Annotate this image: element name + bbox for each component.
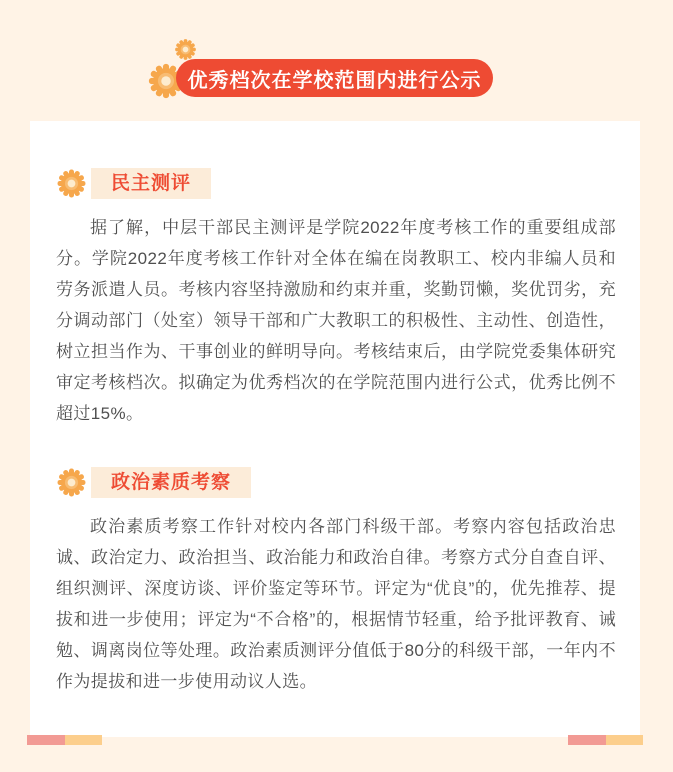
section-header [56, 168, 616, 199]
bar-segment-orange [606, 735, 643, 745]
gear-icon [56, 467, 87, 498]
content-card [30, 121, 640, 737]
banner-pill [176, 59, 493, 97]
section-badge: 民主测评 [91, 168, 211, 199]
gear-icon [56, 168, 87, 199]
section-badge: 政治素质考察 [91, 467, 251, 498]
section-header [56, 467, 616, 498]
section-paragraph: 据了解，中层干部民主测评是学院2022年度考核工作的重要组成部分。学院2022年度考核工作针对全体在编在岗教职工、校内非编人员和劳务派遣人员。考核内容坚持激励和约束并重，奖勤罚懒，奖优罚劣，充分调动部门（处室）领导干部和广大教职工的积极性、主动性、创造性，树立担当作为、干事创业的鲜明导向。考核结束后，由学院党委集体研究审定考核档次。拟确定为优秀档次的在学院范围内进行公式，优秀比例不超过15%。 [56, 218, 616, 423]
section-political-quality [56, 467, 616, 697]
corner-bar-right [568, 735, 643, 745]
section-democratic-evaluation [56, 168, 616, 429]
gear-icon [174, 38, 197, 61]
banner-title: 优秀档次在学校范围内进行公示 [187, 69, 482, 92]
corner-bar-left [27, 735, 102, 745]
section-paragraph: 政治素质考察工作针对校内各部门科级干部。考察内容包括政治忠诚、政治定力、政治担当、政治能力和政治自律。考察方式分自查自评、组织测评、深度访谈、评价鉴定等环节。评定为“优良”的，优先推荐、提拔和进一步使用；评定为“不合格”的，根据情节轻重，给予批评教育、诫勉、调离岗位等处理。政治素质测评分值低于80分的科级干部，一年内不作为提拔和进一步使用动议人选。 [56, 517, 616, 691]
bar-segment-pink [27, 735, 65, 745]
bar-segment-pink [568, 735, 606, 745]
bar-segment-orange [65, 735, 102, 745]
